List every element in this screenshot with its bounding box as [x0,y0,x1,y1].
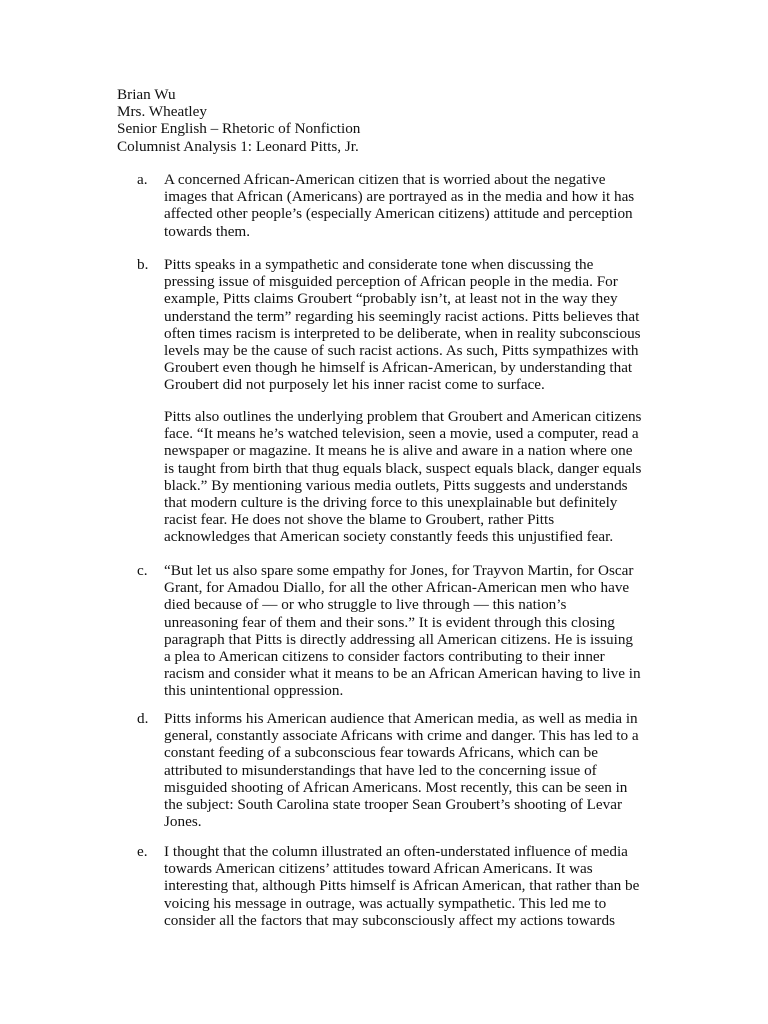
text-line: Pitts speaks in a sympathetic and considerate tone when discussing the [164,256,594,273]
text-line: often times racism is interpreted to be deliberate, when in reality subconscious [164,324,641,342]
list-marker: e. [137,843,148,860]
text-line: Groubert did not purposely let his inner racist come to surface. [164,376,545,394]
text-line: paragraph that Pitts is directly addressing all American citizens. He is issuing [164,630,634,648]
text-line: towards American citizens’ attitudes toward African Americans. It was [164,860,593,878]
text-line: A concerned African-American citizen that is worried about the negative [164,171,606,188]
text-line: racist fear. He does not shove the blame to Groubert, rather Pitts [164,511,555,529]
list-marker: b. [137,256,149,273]
text-line: is taught from birth that thug equals black, suspect equals black, danger equals [164,459,642,477]
text-line: this unintentional oppression. [164,682,344,700]
text-line: Pitts also outlines the underlying problem that Groubert and American citizens [164,408,642,425]
text-line: pressing issue of misguided perception of African people in the media. For [164,273,618,291]
assignment-title: Columnist Analysis 1: Leonard Pitts, Jr. [117,137,359,155]
text-line: constant feeding of a subconscious fear towards Africans, which can be [164,744,598,762]
text-line: Jones. [164,813,202,831]
list-marker: a. [137,171,148,188]
text-line: Pitts informs his American audience that American media, as well as media in [164,710,638,727]
text-line: towards them. [164,222,251,240]
text-line: misguided shooting of African Americans. Most recently, this can be seen in [164,778,628,796]
text-line: Grant, for Amadou Diallo, for all the other African-American men who have [164,579,630,597]
text-line: black.” By mentioning various media outlets, Pitts suggests and understands [164,476,628,494]
text-line: “But let us also spare some empathy for Jones, for Trayvon Martin, for Oscar [164,562,634,579]
text-line: example, Pitts claims Groubert “probably isn’t, at least not in the way they [164,290,618,308]
paragraph [164,843,659,929]
list-marker: c. [137,562,148,579]
text-line: newspaper or magazine. It means he is alive and aware in a nation where one [164,442,633,460]
course-name: Senior English – Rhetoric of Nonfiction [117,120,361,138]
text-line: understand the term” regarding his seemingly racist actions. Pitts believes that [164,307,640,325]
text-line: interesting that, although Pitts himself is African American, that rather than be [164,877,640,895]
document-header [117,86,677,155]
text-line: images that African (Americans) are portrayed as in the media and how it has [164,188,635,206]
text-line: attributed to misunderstandings that have led to the concerning issue of [164,761,597,779]
text-line: racism and consider what it means to be an African American having to live in [164,665,641,683]
text-line: unreasoning fear of them and their sons.” It is evident through this closing [164,613,615,631]
text-line: face. “It means he’s watched television, seen a movie, used a computer, read a [164,425,639,443]
paragraph [164,562,659,700]
paragraph [164,408,659,546]
text-line: acknowledges that American society constantly feeds this unjustified fear. [164,528,614,546]
text-line: the subject: South Carolina state trooper Sean Groubert’s shooting of Levar [164,796,623,814]
text-line: I thought that the column illustrated an often-understated influence of media [164,843,628,860]
text-line: that modern culture is the driving force to this unexplainable but definitely [164,494,618,512]
text-line: died because of — or who struggle to live through — this nation’s [164,596,567,614]
text-line: affected other people’s (especially American citizens) attitude and perception [164,205,633,223]
student-name: Brian Wu [117,86,176,103]
text-line: levels may be the cause of such racist actions. As such, Pitts sympathizes with [164,342,639,360]
text-line: voicing his message in outrage, was actually sympathetic. This led me to [164,894,607,912]
paragraph [164,171,659,240]
text-line: general, constantly associate Africans with crime and danger. This has led to a [164,727,639,745]
list-marker: d. [137,710,149,727]
text-line: consider all the factors that may subconsciously affect my actions towards [164,911,615,929]
paragraph [164,710,659,830]
teacher-name: Mrs. Wheatley [117,103,207,121]
text-line: Groubert even though he himself is African-American, by understanding that [164,359,633,377]
paragraph [164,256,659,394]
text-line: a plea to American citizens to consider factors contributing to their inner [164,648,605,666]
